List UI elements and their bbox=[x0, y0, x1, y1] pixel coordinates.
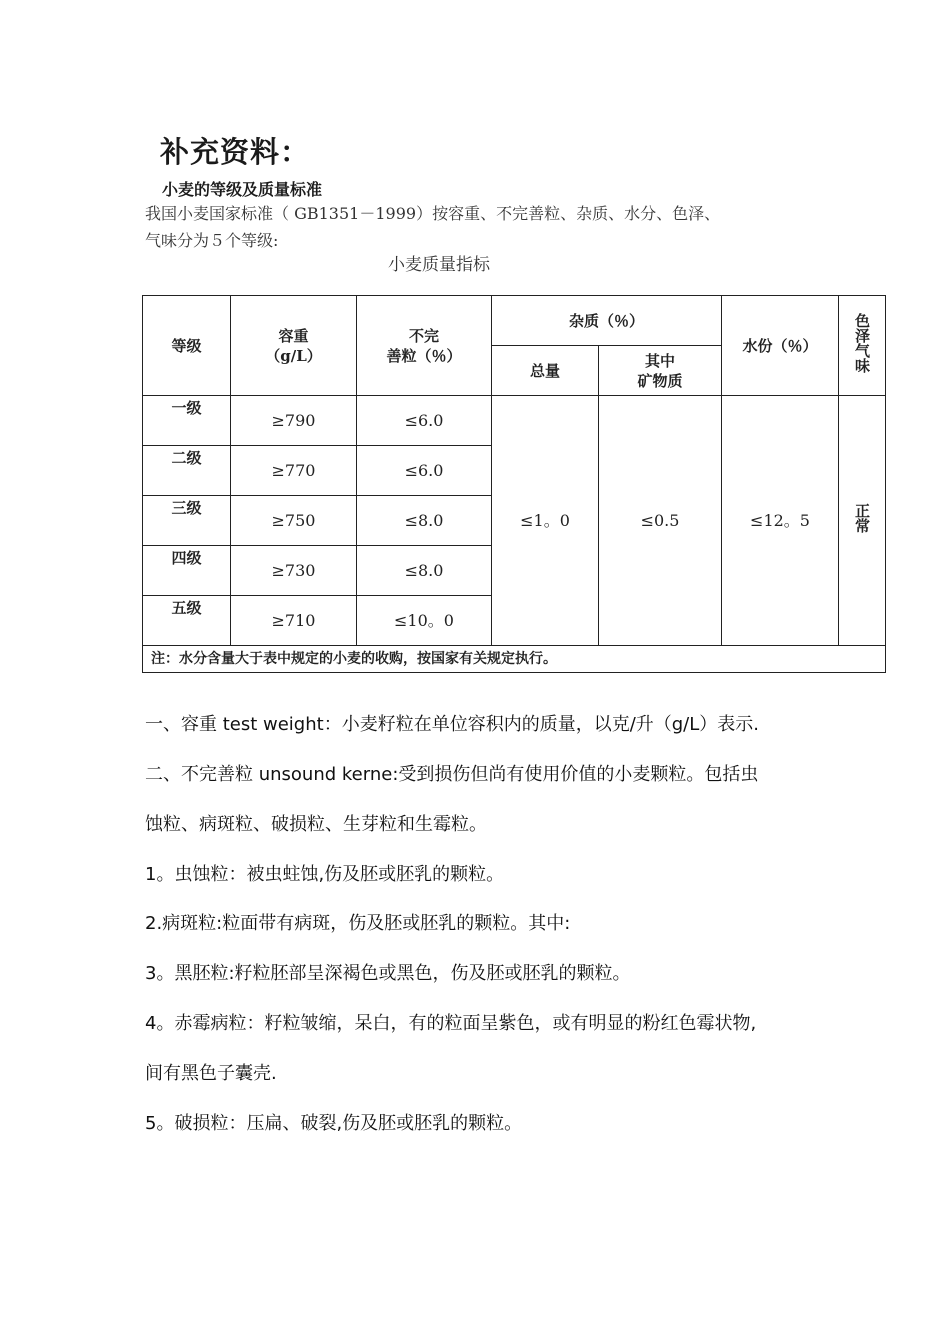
density-cell: ≥790 bbox=[231, 396, 357, 446]
table-note: 注：水分含量大于表中规定的小麦的收购，按国家有关规定执行。 bbox=[143, 646, 886, 673]
header-grade: 等级 bbox=[143, 296, 231, 396]
paragraph-scab-cont: 间有黑色子囊壳. bbox=[145, 1063, 277, 1084]
intro-line-1: 我国小麦国家标准（ GB1351－1999）按容重、不完善粒、杂质、水分、色泽、 bbox=[145, 204, 721, 223]
grade-cell: 四级 bbox=[143, 546, 231, 596]
header-impurity-total: 总量 bbox=[492, 346, 599, 396]
density-cell: ≥770 bbox=[231, 446, 357, 496]
mineral-cell: ≤0.5 bbox=[599, 396, 722, 646]
wheat-quality-table bbox=[142, 295, 886, 673]
unsound-cell: ≤8.0 bbox=[357, 546, 492, 596]
header-unsound-line1: 不完 bbox=[408, 326, 439, 345]
impurity-total-cell: ≤1。0 bbox=[492, 396, 599, 646]
density-cell: ≥730 bbox=[231, 546, 357, 596]
paragraph-black-germ: 3。黑胚粒:籽粒胚部呈深褐色或黑色，伤及胚或胚乳的颗粒。 bbox=[145, 963, 631, 984]
intro-line-2: 气味分为５个等级: bbox=[145, 231, 279, 250]
paragraph-spotted: 2.病斑粒:粒面带有病斑，伤及胚或胚乳的颗粒。其中: bbox=[145, 913, 571, 934]
density-cell: ≥710 bbox=[231, 596, 357, 646]
header-density bbox=[231, 296, 357, 396]
header-moisture: 水份（％） bbox=[722, 296, 839, 396]
grade-cell: 二级 bbox=[143, 446, 231, 496]
paragraph-broken: 5。破损粒：压扁、破裂,伤及胚或胚乳的颗粒。 bbox=[145, 1113, 523, 1134]
header-color-odor-text: 色泽气味 bbox=[853, 313, 872, 373]
unsound-cell: ≤6.0 bbox=[357, 396, 492, 446]
density-cell: ≥750 bbox=[231, 496, 357, 546]
paragraph-unsound-kernel-cont: 蚀粒、病斑粒、破损粒、生芽粒和生霉粒。 bbox=[145, 814, 487, 835]
header-impurity: 杂质（％） bbox=[492, 296, 722, 346]
color-odor-cell bbox=[839, 396, 886, 646]
unsound-cell: ≤6.0 bbox=[357, 446, 492, 496]
paragraph-scab: 4。赤霉病粒：籽粒皱缩，呆白，有的粒面呈紫色，或有明显的粉红色霉状物, bbox=[145, 1013, 757, 1034]
header-density-line2: （g/L） bbox=[265, 346, 322, 365]
intro-paragraph bbox=[145, 200, 720, 254]
header-density-line1: 容重 bbox=[278, 326, 309, 345]
header-mineral bbox=[599, 346, 722, 396]
header-mineral-line1: 其中 bbox=[645, 351, 676, 370]
unsound-cell: ≤8.0 bbox=[357, 496, 492, 546]
moisture-cell: ≤12。5 bbox=[722, 396, 839, 646]
page-title: 补充资料： bbox=[160, 135, 311, 169]
header-mineral-line2: 矿物质 bbox=[637, 371, 683, 390]
section-subtitle: 小麦的等级及质量标准 bbox=[162, 180, 323, 199]
paragraph-test-weight: 一、容重 test weight：小麦籽粒在单位容积内的质量，以克/升（g/L）表示. bbox=[145, 714, 760, 735]
header-unsound bbox=[357, 296, 492, 396]
header-unsound-line2: 善粒（％） bbox=[386, 346, 462, 365]
grade-cell: 五级 bbox=[143, 596, 231, 646]
paragraph-unsound-kernel: 二、不完善粒 unsound kerne:受到损伤但尚有使用价值的小麦颗粒。包括虫 bbox=[145, 764, 759, 785]
header-color-odor bbox=[839, 296, 886, 396]
unsound-cell: ≤10。0 bbox=[357, 596, 492, 646]
grade-cell: 一级 bbox=[143, 396, 231, 446]
table-caption: 小麦质量指标 bbox=[388, 255, 490, 275]
paragraph-insect-damaged: 1。虫蚀粒：被虫蛀蚀,伤及胚或胚乳的颗粒。 bbox=[145, 864, 505, 885]
color-odor-text: 正常 bbox=[853, 503, 872, 533]
grade-cell: 三级 bbox=[143, 496, 231, 546]
table-row bbox=[143, 396, 886, 446]
